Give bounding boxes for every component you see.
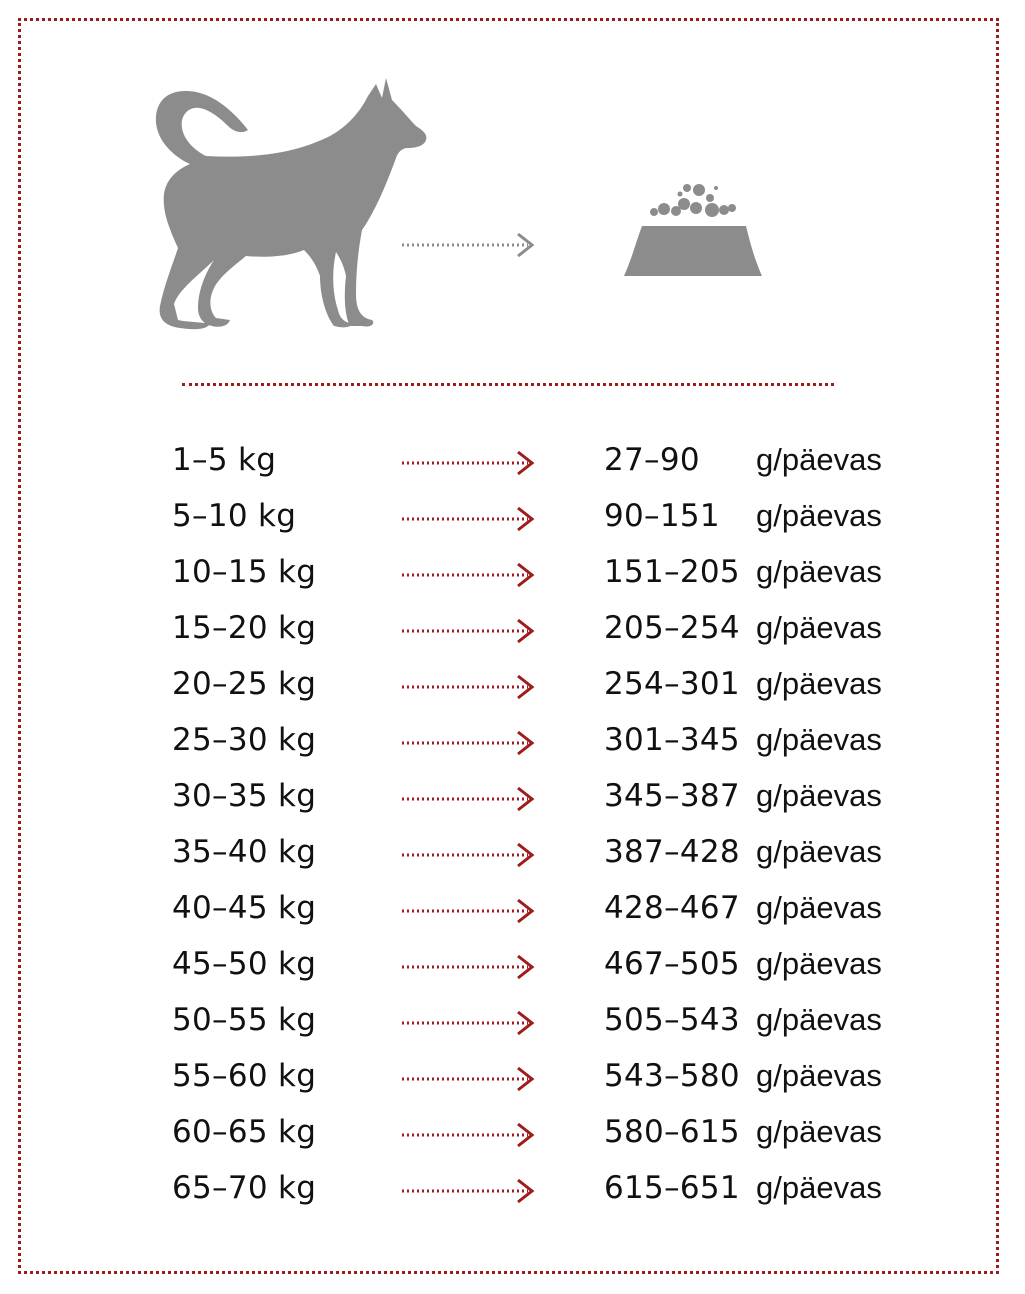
table-row bbox=[0, 880, 1025, 936]
arrow-right-icon bbox=[400, 673, 540, 701]
arrow-right-icon bbox=[400, 231, 540, 259]
table-row bbox=[0, 824, 1025, 880]
amount-unit: g/päevas bbox=[756, 1002, 882, 1037]
table-row bbox=[0, 1048, 1025, 1104]
daily-amount: 543–580 bbox=[604, 1058, 740, 1094]
amount-unit: g/päevas bbox=[756, 498, 882, 533]
amount-unit: g/päevas bbox=[756, 890, 882, 925]
table-row bbox=[0, 768, 1025, 824]
arrow-right-icon bbox=[400, 1009, 540, 1037]
weight-range: 10–15 kg bbox=[172, 554, 317, 590]
arrow-right-icon bbox=[400, 617, 540, 645]
table-row bbox=[0, 656, 1025, 712]
arrow-right-icon bbox=[400, 449, 540, 477]
arrow-right-icon bbox=[400, 1065, 540, 1093]
amount-unit: g/päevas bbox=[756, 834, 882, 869]
amount-unit: g/päevas bbox=[756, 1114, 882, 1149]
daily-amount: 428–467 bbox=[604, 890, 740, 926]
table-row bbox=[0, 544, 1025, 600]
arrow-right-icon bbox=[400, 1121, 540, 1149]
daily-amount: 151–205 bbox=[604, 554, 740, 590]
weight-range: 60–65 kg bbox=[172, 1114, 317, 1150]
amount-unit: g/päevas bbox=[756, 722, 882, 757]
arrow-right-icon bbox=[400, 953, 540, 981]
daily-amount: 387–428 bbox=[604, 834, 740, 870]
weight-range: 35–40 kg bbox=[172, 834, 317, 870]
weight-range: 5–10 kg bbox=[172, 498, 297, 534]
arrow-right-icon bbox=[400, 841, 540, 869]
daily-amount: 505–543 bbox=[604, 1002, 740, 1038]
weight-range: 1–5 kg bbox=[172, 442, 277, 478]
daily-amount: 205–254 bbox=[604, 610, 740, 646]
weight-range: 30–35 kg bbox=[172, 778, 317, 814]
daily-amount: 345–387 bbox=[604, 778, 740, 814]
arrow-right-icon bbox=[400, 729, 540, 757]
arrow-right-icon bbox=[400, 505, 540, 533]
table-row bbox=[0, 992, 1025, 1048]
arrow-right-icon bbox=[400, 1177, 540, 1205]
table-row bbox=[0, 712, 1025, 768]
daily-amount: 27–90 bbox=[604, 442, 700, 478]
amount-unit: g/päevas bbox=[756, 442, 882, 477]
amount-unit: g/päevas bbox=[756, 946, 882, 981]
dog-silhouette-icon bbox=[150, 76, 435, 331]
weight-range: 55–60 kg bbox=[172, 1058, 317, 1094]
weight-range: 50–55 kg bbox=[172, 1002, 317, 1038]
arrow-right-icon bbox=[400, 785, 540, 813]
weight-range: 65–70 kg bbox=[172, 1170, 317, 1206]
daily-amount: 467–505 bbox=[604, 946, 740, 982]
food-bowl-icon bbox=[620, 180, 766, 280]
table-row bbox=[0, 936, 1025, 992]
table-row bbox=[0, 1104, 1025, 1160]
daily-amount: 301–345 bbox=[604, 722, 740, 758]
weight-range: 45–50 kg bbox=[172, 946, 317, 982]
table-row bbox=[0, 432, 1025, 488]
arrow-right-icon bbox=[400, 897, 540, 925]
table-row bbox=[0, 488, 1025, 544]
amount-unit: g/päevas bbox=[756, 666, 882, 701]
daily-amount: 615–651 bbox=[604, 1170, 740, 1206]
section-divider bbox=[182, 383, 834, 386]
amount-unit: g/päevas bbox=[756, 610, 882, 645]
weight-range: 25–30 kg bbox=[172, 722, 317, 758]
amount-unit: g/päevas bbox=[756, 778, 882, 813]
daily-amount: 90–151 bbox=[604, 498, 720, 534]
amount-unit: g/päevas bbox=[756, 1058, 882, 1093]
amount-unit: g/päevas bbox=[756, 554, 882, 589]
daily-amount: 254–301 bbox=[604, 666, 740, 702]
table-row bbox=[0, 600, 1025, 656]
table-row bbox=[0, 1160, 1025, 1216]
weight-range: 15–20 kg bbox=[172, 610, 317, 646]
daily-amount: 580–615 bbox=[604, 1114, 740, 1150]
weight-range: 40–45 kg bbox=[172, 890, 317, 926]
weight-range: 20–25 kg bbox=[172, 666, 317, 702]
arrow-right-icon bbox=[400, 561, 540, 589]
amount-unit: g/päevas bbox=[756, 1170, 882, 1205]
